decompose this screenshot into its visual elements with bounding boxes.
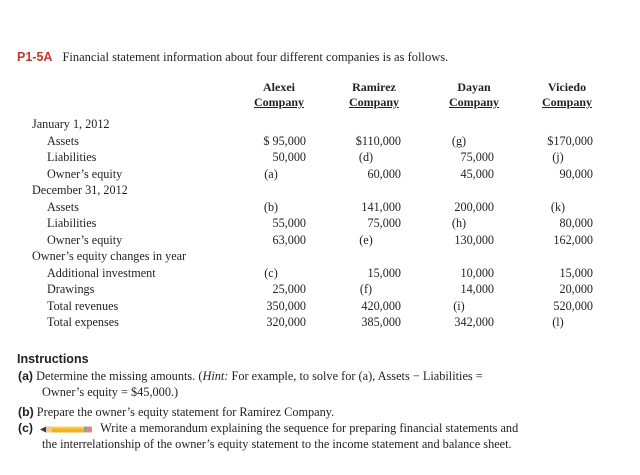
row-label: Owner’s equity <box>47 166 123 181</box>
table-cell: 200,000 <box>454 199 494 214</box>
table-cell: (k) <box>550 199 566 214</box>
table-cell: (g) <box>451 133 467 148</box>
instruction-c-continued: the interrelationship of the owner’s equity statement to the income statement and balance sheet. <box>42 437 512 451</box>
problem-description: Financial statement information about four different companies is as follows. <box>62 50 449 64</box>
table-cell: $170,000 <box>547 133 593 148</box>
row-label: Assets <box>47 133 79 148</box>
table-cell: 90,000 <box>559 166 593 181</box>
table-cell: 342,000 <box>454 315 494 329</box>
row-label: Liabilities <box>47 216 97 230</box>
table-cell: 15,000 <box>559 265 593 280</box>
table-cell: (h) <box>451 216 467 230</box>
row-label: Liabilities <box>47 150 97 164</box>
table-cell: 385,000 <box>361 315 401 329</box>
table-cell: (a) <box>264 166 278 181</box>
instruction-b: (b) Prepare the owner’s equity statement for Ramirez Company. <box>18 405 335 419</box>
table-cell: 520,000 <box>553 298 593 313</box>
row-label: Assets <box>47 199 79 214</box>
table-cell: 350,000 <box>266 298 306 313</box>
row-label: Additional investment <box>47 265 156 280</box>
column-header-alexei: Alexei Company <box>253 80 304 109</box>
table-cell: 75,000 <box>367 216 401 230</box>
problem-title <box>17 50 448 65</box>
instruction-a-continued: Owner’s equity = $45,000.) <box>42 385 179 399</box>
column-header-viciedo: Viciedo Company <box>541 80 592 109</box>
instruction-c: (c) Write a memorandum explaining the sequence for preparing financial statements and <box>18 421 519 435</box>
table-cell: 25,000 <box>272 282 306 296</box>
table-cell: $ 95,000 <box>263 133 306 148</box>
column-header-ramirez: Ramirez Company <box>348 80 399 109</box>
table-cell: $110,000 <box>355 133 401 148</box>
table-cell: 320,000 <box>266 315 306 329</box>
table-cell: (j) <box>552 150 564 164</box>
table-cell: (b) <box>263 199 279 214</box>
table-cell: 130,000 <box>454 232 494 247</box>
table-cell: (d) <box>358 150 374 164</box>
row-label: January 1, 2012 <box>32 117 110 131</box>
table-cell: 55,000 <box>272 216 306 230</box>
table-cell: 14,000 <box>460 282 494 296</box>
table-cell: 141,000 <box>361 199 401 214</box>
table-cell: 45,000 <box>460 166 494 181</box>
table-cell: (l) <box>552 315 564 329</box>
table-cell: 420,000 <box>361 298 401 313</box>
table-cell: 10,000 <box>460 265 494 280</box>
table-cell: (f) <box>359 282 373 296</box>
table-cell: 15,000 <box>367 265 401 280</box>
table-cell: 75,000 <box>460 150 494 164</box>
table-cell: 162,000 <box>553 232 593 247</box>
table-cell: (c) <box>264 265 278 280</box>
table-cell: 63,000 <box>272 232 306 247</box>
row-label: Total expenses <box>47 315 119 329</box>
row-label: December 31, 2012 <box>32 183 128 197</box>
table-cell: 60,000 <box>367 166 401 181</box>
row-label: Owner’s equity changes in year <box>32 249 187 263</box>
table-cell: 50,000 <box>272 150 306 164</box>
table-cell: 80,000 <box>559 216 593 230</box>
instruction-a: (a) Determine the missing amounts. (Hint: For example, to solve for (a), Assets − Liabilities = <box>18 369 483 383</box>
table-cell: (i) <box>453 298 465 313</box>
column-header-dayan: Dayan Company <box>448 80 499 109</box>
row-label: Drawings <box>47 282 95 296</box>
table-cell: 20,000 <box>559 282 593 296</box>
pencil-icon <box>40 425 92 434</box>
instructions-heading: Instructions <box>17 352 89 366</box>
row-label: Total revenues <box>47 298 119 313</box>
problem-id: P1-5A <box>17 50 53 64</box>
row-label: Owner’s equity <box>47 232 123 247</box>
table-cell: (e) <box>359 232 373 247</box>
